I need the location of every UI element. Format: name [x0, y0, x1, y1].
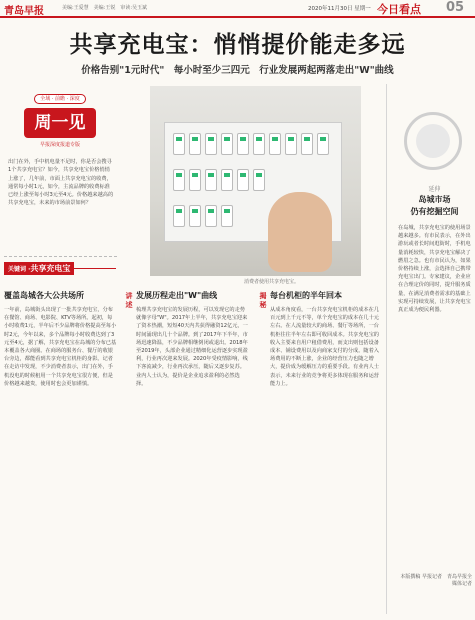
page-subhead: 价格告别"1元时代" 每小时至少三四元 行业发展两起两落走出"W"曲线 [81, 65, 394, 76]
article-history-label: 讲述 [125, 292, 133, 310]
right-article-body: 在岛城，共享充电宝的使用场景越来越多。有市民表示，在外出游玩或者长时间逛街时，手机电量消耗较快，共享充电宝解决了燃眉之急。也有市民认为，如果价格持续上涨，会选择自己携带充电宝出门。专家建议，企业应在合理定价的同时，提升服务质量，在满足消费者需求的基础上实现可持续发展，让共享充电宝真正成为便民利器。 [398, 225, 471, 314]
article-reveal [256, 290, 384, 615]
issue-date: 2020年11月30日 星期一 [308, 6, 371, 12]
charger-slot [237, 169, 249, 191]
page-headline: 共享充电宝：悄悄提价能走多远 [69, 31, 406, 58]
badge-main-label: 周一见 [24, 108, 96, 138]
hand-image [268, 192, 332, 272]
intro-paragraph: 出门在外，手中机电量不足时，你是否会搜寻1个共享充电宝？如今，共享充电宝价格悄悄上涨了，几年前，市面上共享充电宝的收费，通常每小时1元，如今，主流品牌的收费标准已经上涨至每小时3元至4元。价格越来越高的共享充电宝，未来的市场前景如何？ [8, 159, 114, 207]
charger-slot [205, 205, 217, 227]
column-rule [386, 84, 387, 614]
charger-slot [189, 133, 201, 155]
charger-slot [269, 133, 281, 155]
right-title-line1: 岛城市场 [418, 195, 451, 204]
right-column [396, 84, 473, 614]
article-history [122, 290, 252, 615]
keyword-main: 共享充电宝 [30, 264, 71, 273]
charger-slot [237, 133, 249, 155]
charger-slot [189, 205, 201, 227]
charger-slot [221, 133, 233, 155]
news-photo [150, 86, 361, 276]
charger-slot [317, 133, 329, 155]
charger-slot [173, 133, 185, 155]
charger-slot [285, 133, 297, 155]
page-number: 05 [446, 0, 465, 15]
charger-slot [173, 205, 185, 227]
masthead-bar [0, 0, 475, 18]
article-reveal-label: 揭秘 [259, 292, 267, 310]
section-name: 今日看点 [377, 3, 421, 16]
charger-slot [253, 133, 265, 155]
editors-line: 美编:王爱慧 美编:王锐 审读:吴玉斌 [62, 5, 148, 11]
keyword-rule [74, 268, 116, 269]
weekly-badge [24, 94, 96, 152]
newspaper-logo: 青岛早报 [4, 6, 44, 17]
extension-label: 延伸 [428, 186, 441, 193]
article-survey-body: 一年前，岛城街头出现了一批共享充电宝，分布在餐馆、商场、电影院、KTV等场所。起初，每小时收费1元，半年后不少品牌将价格提高至每小时2元，今年以来，多个品牌每小时收费达到了3元至4元，据了解，共享充电宝在岛城的分布已基本覆盖各大商圈。在商场的服务台、餐厅的收银台旁边，都能看到共享充电宝机柜的身影。记者在走访中发现，不少消费者表示，出门在外，手机没电的时候租用一个共享充电宝很方便，但是价格越来越贵，使用时也会更加谨慎。 [4, 307, 117, 387]
charger-slot [253, 169, 265, 191]
right-title-line2: 仍有挖掘空间 [410, 207, 459, 216]
article-survey [4, 290, 118, 615]
charger-slot [173, 169, 185, 191]
article-history-body: 梳理共享充电宝的发展历程，可以发现它的走势就像字母"W"。2017年上半年，共享充电宝迎来了资本热潮，短短40天内共获得融资12亿元，一时间涌现出几十个品牌。到了2017年下半年，市场迅速降温，不少品牌相继倒闭或退出。2018年至2019年，头部企业通过精细化运营逐步实现盈利，行业再次迎来发展。2020年受疫情影响，线下客流减少，行业再次承压，随后又逐步复苏。业内人士认为，提价是企业追求盈利的必然选择。 [136, 307, 248, 387]
charger-slot [221, 169, 233, 191]
byline-credit: 本版撰稿 早报记者 青岛早报全媒体记者 [400, 574, 472, 587]
divider [4, 256, 117, 257]
charger-slot [301, 133, 313, 155]
decorative-disc-icon [416, 124, 450, 158]
article-history-title: 发展历程走出"W"曲线 [136, 291, 218, 300]
article-reveal-title: 每台机柜的半年回本 [270, 291, 342, 300]
charger-slot [205, 169, 217, 191]
badge-top-label: 全域 · 前瞻 · 深度 [34, 94, 86, 104]
keyword-banner [4, 262, 74, 275]
article-survey-title: 覆盖岛城各大公共场所 [4, 291, 84, 300]
keyword-prefix: 关键词 · [8, 266, 31, 273]
badge-tag: 早报深度报道专版 [39, 142, 80, 148]
article-reveal-body: 从成本角度看，一台共享充电宝机柜的成本在几百元到上千元不等，单个充电宝的成本在几十元左右。在人流量较大的商场、餐厅等场所，一台机柜往往半年左右即可收回成本。共享充电宝的收入主要来自用户租借费用，而支出则包括设备成本、铺设费用以及向商家支付的分成。随着入场费用的不断上涨，企业的经营压力也随之增大，提价成为缓解压力的重要手段。有业内人士表示，未来行业的竞争将更多体现在服务和运营能力上。 [270, 307, 379, 387]
charger-slot [189, 169, 201, 191]
charger-slot [221, 205, 233, 227]
charger-slot [205, 133, 217, 155]
photo-caption: 消费者使用共享充电宝。 [244, 279, 300, 285]
